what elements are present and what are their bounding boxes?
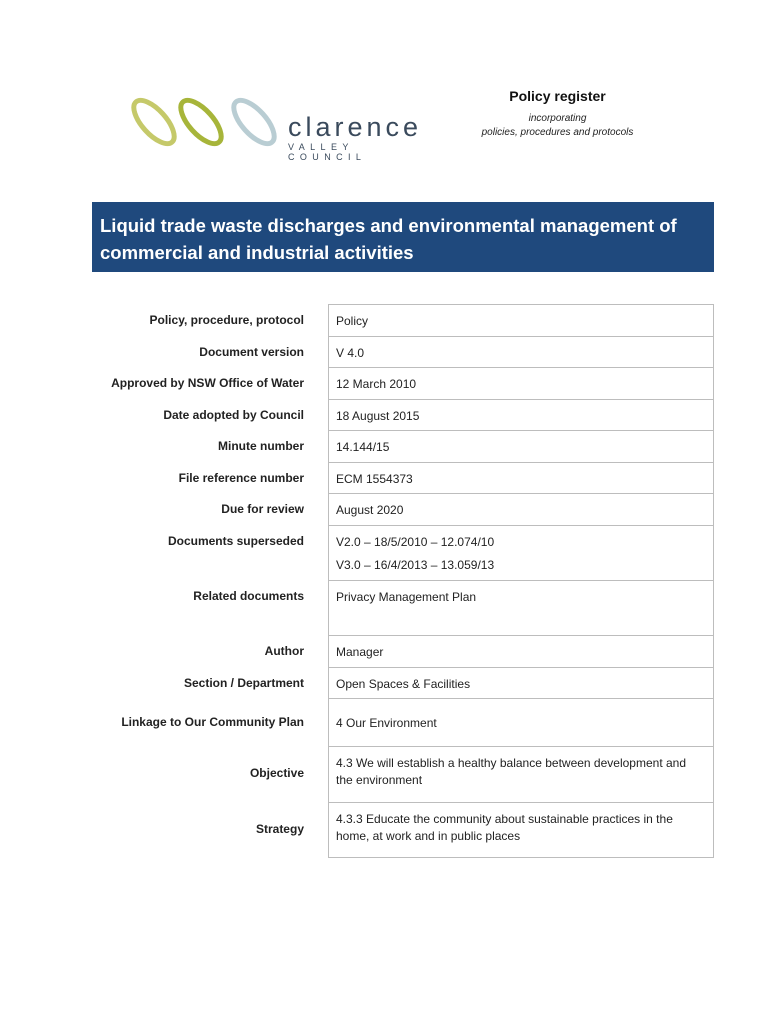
rings-icon [128,92,288,162]
table-row [92,367,714,399]
policy-register-heading [455,88,660,140]
row-label: Approved by NSW Office of Water [111,376,304,390]
value-line: Manager [336,645,384,659]
row-label: File reference number [178,471,304,485]
row-value [328,802,714,858]
value-line: 14.144/15 [336,440,390,454]
row-value [328,493,714,525]
table-row [92,580,714,635]
row-value [328,746,714,802]
table-row [92,667,714,698]
value-line: August 2020 [336,503,404,517]
register-line-2: policies, procedures and protocols [481,127,634,138]
row-label: Section / Department [183,676,304,690]
row-value [328,399,714,430]
row-label: Linkage to Our Community Plan [121,715,304,729]
document-metadata-table [92,304,714,858]
row-value [328,667,714,698]
value-line: Open Spaces & Facilities [336,677,471,691]
row-label: Date adopted by Council [163,408,304,422]
table-row [92,698,714,746]
value-line: V2.0 – 18/5/2010 – 12.074/10 [336,535,495,549]
value-line: Privacy Management Plan [336,590,477,604]
value-line: 18 August 2015 [336,409,420,423]
value-line: 4.3.3 Educate the community about sustainable practices in the home, at work and in public places [336,812,673,843]
table-row [92,399,714,430]
row-label: Documents superseded [167,534,304,548]
value-line: 4.3 We will establish a healthy balance between development and the environment [336,756,687,787]
row-label: Objective [249,766,304,780]
table-row [92,336,714,367]
council-logo [128,92,438,162]
table-row [92,746,714,802]
value-line: 4 Our Environment [336,716,437,730]
table-row [92,462,714,493]
logo-subtitle: VALLEY COUNCIL [288,142,367,162]
document-title: Liquid trade waste discharges and environmental management of commercial and industrial activities [100,215,677,263]
table-row [92,304,714,336]
value-line: V3.0 – 16/4/2013 – 13.059/13 [336,558,495,572]
table-row [92,430,714,462]
row-value [328,525,714,580]
value-line: V 4.0 [336,346,365,360]
row-label: Author [264,644,304,658]
register-line-1: incorporating [528,113,587,124]
row-value [328,430,714,462]
register-title: Policy register [509,88,606,104]
table-row [92,493,714,525]
table-row [92,635,714,667]
row-value [328,367,714,399]
row-label: Related documents [193,589,304,603]
row-value [328,635,714,667]
value-line: 12 March 2010 [336,377,417,391]
row-value [328,304,714,336]
row-label: Strategy [255,822,304,836]
row-label: Document version [199,345,304,359]
row-value [328,336,714,367]
document-title-banner [92,202,714,272]
row-label: Due for review [221,502,304,516]
row-label: Minute number [218,439,304,453]
row-label: Policy, procedure, protocol [149,313,304,327]
row-value [328,580,714,635]
value-line: ECM 1554373 [336,472,413,486]
row-value [328,462,714,493]
row-value [328,698,714,746]
table-row [92,802,714,858]
table-row [92,525,714,580]
value-line: Policy [336,314,369,328]
logo-name: clarence [288,112,423,142]
